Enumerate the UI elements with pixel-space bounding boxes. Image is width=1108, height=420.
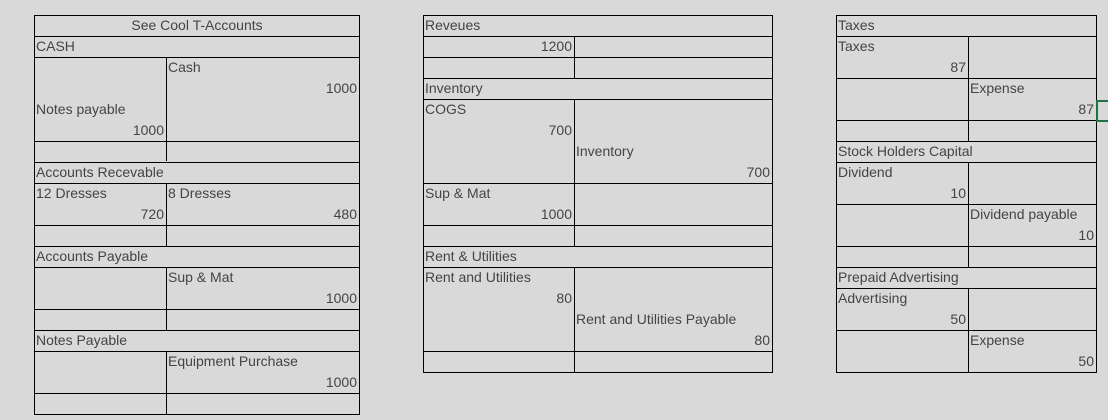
taxes-right-value[interactable]: 87 (1078, 101, 1094, 117)
inventory-right-label[interactable]: Inventory (576, 143, 634, 159)
ap-right-label[interactable]: Sup & Mat (168, 269, 234, 285)
dividend-value[interactable]: 10 (950, 185, 966, 201)
rent-left-value[interactable]: 80 (556, 290, 572, 306)
advertising-expense-label[interactable]: Expense (970, 332, 1025, 348)
sup-mat-label[interactable]: Sup & Mat (425, 185, 491, 201)
ar-left-value[interactable]: 720 (140, 206, 164, 222)
notes-payable-header[interactable]: Notes Payable (36, 332, 128, 348)
advertising-value[interactable]: 50 (950, 311, 966, 327)
notes-payable-label[interactable]: Notes payable (36, 101, 126, 117)
rent-left-label[interactable]: Rent and Utilities (425, 269, 531, 285)
border-line (34, 225, 360, 226)
accounts-receivable-header[interactable]: Accounts Recevable (36, 164, 164, 180)
cogs-value[interactable]: 700 (548, 122, 572, 138)
rent-right-label[interactable]: Rent and Utilities Payable (576, 311, 737, 327)
advertising-label[interactable]: Advertising (838, 290, 908, 306)
ar-right-value[interactable]: 480 (333, 206, 357, 222)
taxes-right-label[interactable]: Expense (970, 80, 1025, 96)
taxes-left-label[interactable]: Taxes (838, 38, 875, 54)
border-line (34, 309, 360, 310)
border-line (34, 141, 360, 142)
accounts-payable-header[interactable]: Accounts Payable (36, 248, 149, 264)
dividend-payable-value[interactable]: 10 (1078, 227, 1094, 243)
advertising-expense-value[interactable]: 50 (1078, 353, 1094, 369)
ap-right-value[interactable]: 1000 (325, 290, 357, 306)
ar-left-label[interactable]: 12 Dresses (36, 185, 107, 201)
border-line (423, 351, 773, 352)
sheet-title[interactable]: See Cool T-Accounts (131, 17, 263, 33)
border-line (423, 57, 773, 58)
dividend-payable-label[interactable]: Dividend payable (970, 206, 1078, 222)
taxes-left-value[interactable]: 87 (950, 59, 966, 75)
dividend-label[interactable]: Dividend (838, 164, 893, 180)
border-line (574, 36, 575, 78)
np-right-value[interactable]: 1000 (325, 374, 357, 390)
cash-right-value[interactable]: 1000 (325, 80, 357, 96)
stockholders-capital-header[interactable]: Stock Holders Capital (838, 143, 973, 159)
cash-header[interactable]: CASH (36, 38, 75, 54)
revenues-value[interactable]: 1200 (540, 38, 572, 54)
rent-right-value[interactable]: 80 (754, 332, 770, 348)
inventory-header[interactable]: Inventory (425, 80, 483, 96)
revenues-header[interactable]: Reveues (425, 17, 481, 33)
border-line (423, 225, 773, 226)
np-right-label[interactable]: Equipment Purchase (168, 353, 298, 369)
selected-cell-indicator[interactable] (1096, 100, 1108, 122)
prepaid-advertising-header[interactable]: Prepaid Advertising (838, 269, 959, 285)
taxes-header[interactable]: Taxes (838, 17, 875, 33)
cogs-label[interactable]: COGS (425, 101, 467, 117)
border-line (34, 393, 360, 394)
rent-utilities-header[interactable]: Rent & Utilities (425, 248, 517, 264)
border-line (836, 120, 1097, 121)
cash-right-label[interactable]: Cash (168, 59, 201, 75)
sup-mat-value[interactable]: 1000 (540, 206, 572, 222)
border-line (836, 246, 1097, 247)
notes-payable-value[interactable]: 1000 (132, 122, 164, 138)
inventory-right-value[interactable]: 700 (746, 164, 770, 180)
ar-right-label[interactable]: 8 Dresses (168, 185, 232, 201)
